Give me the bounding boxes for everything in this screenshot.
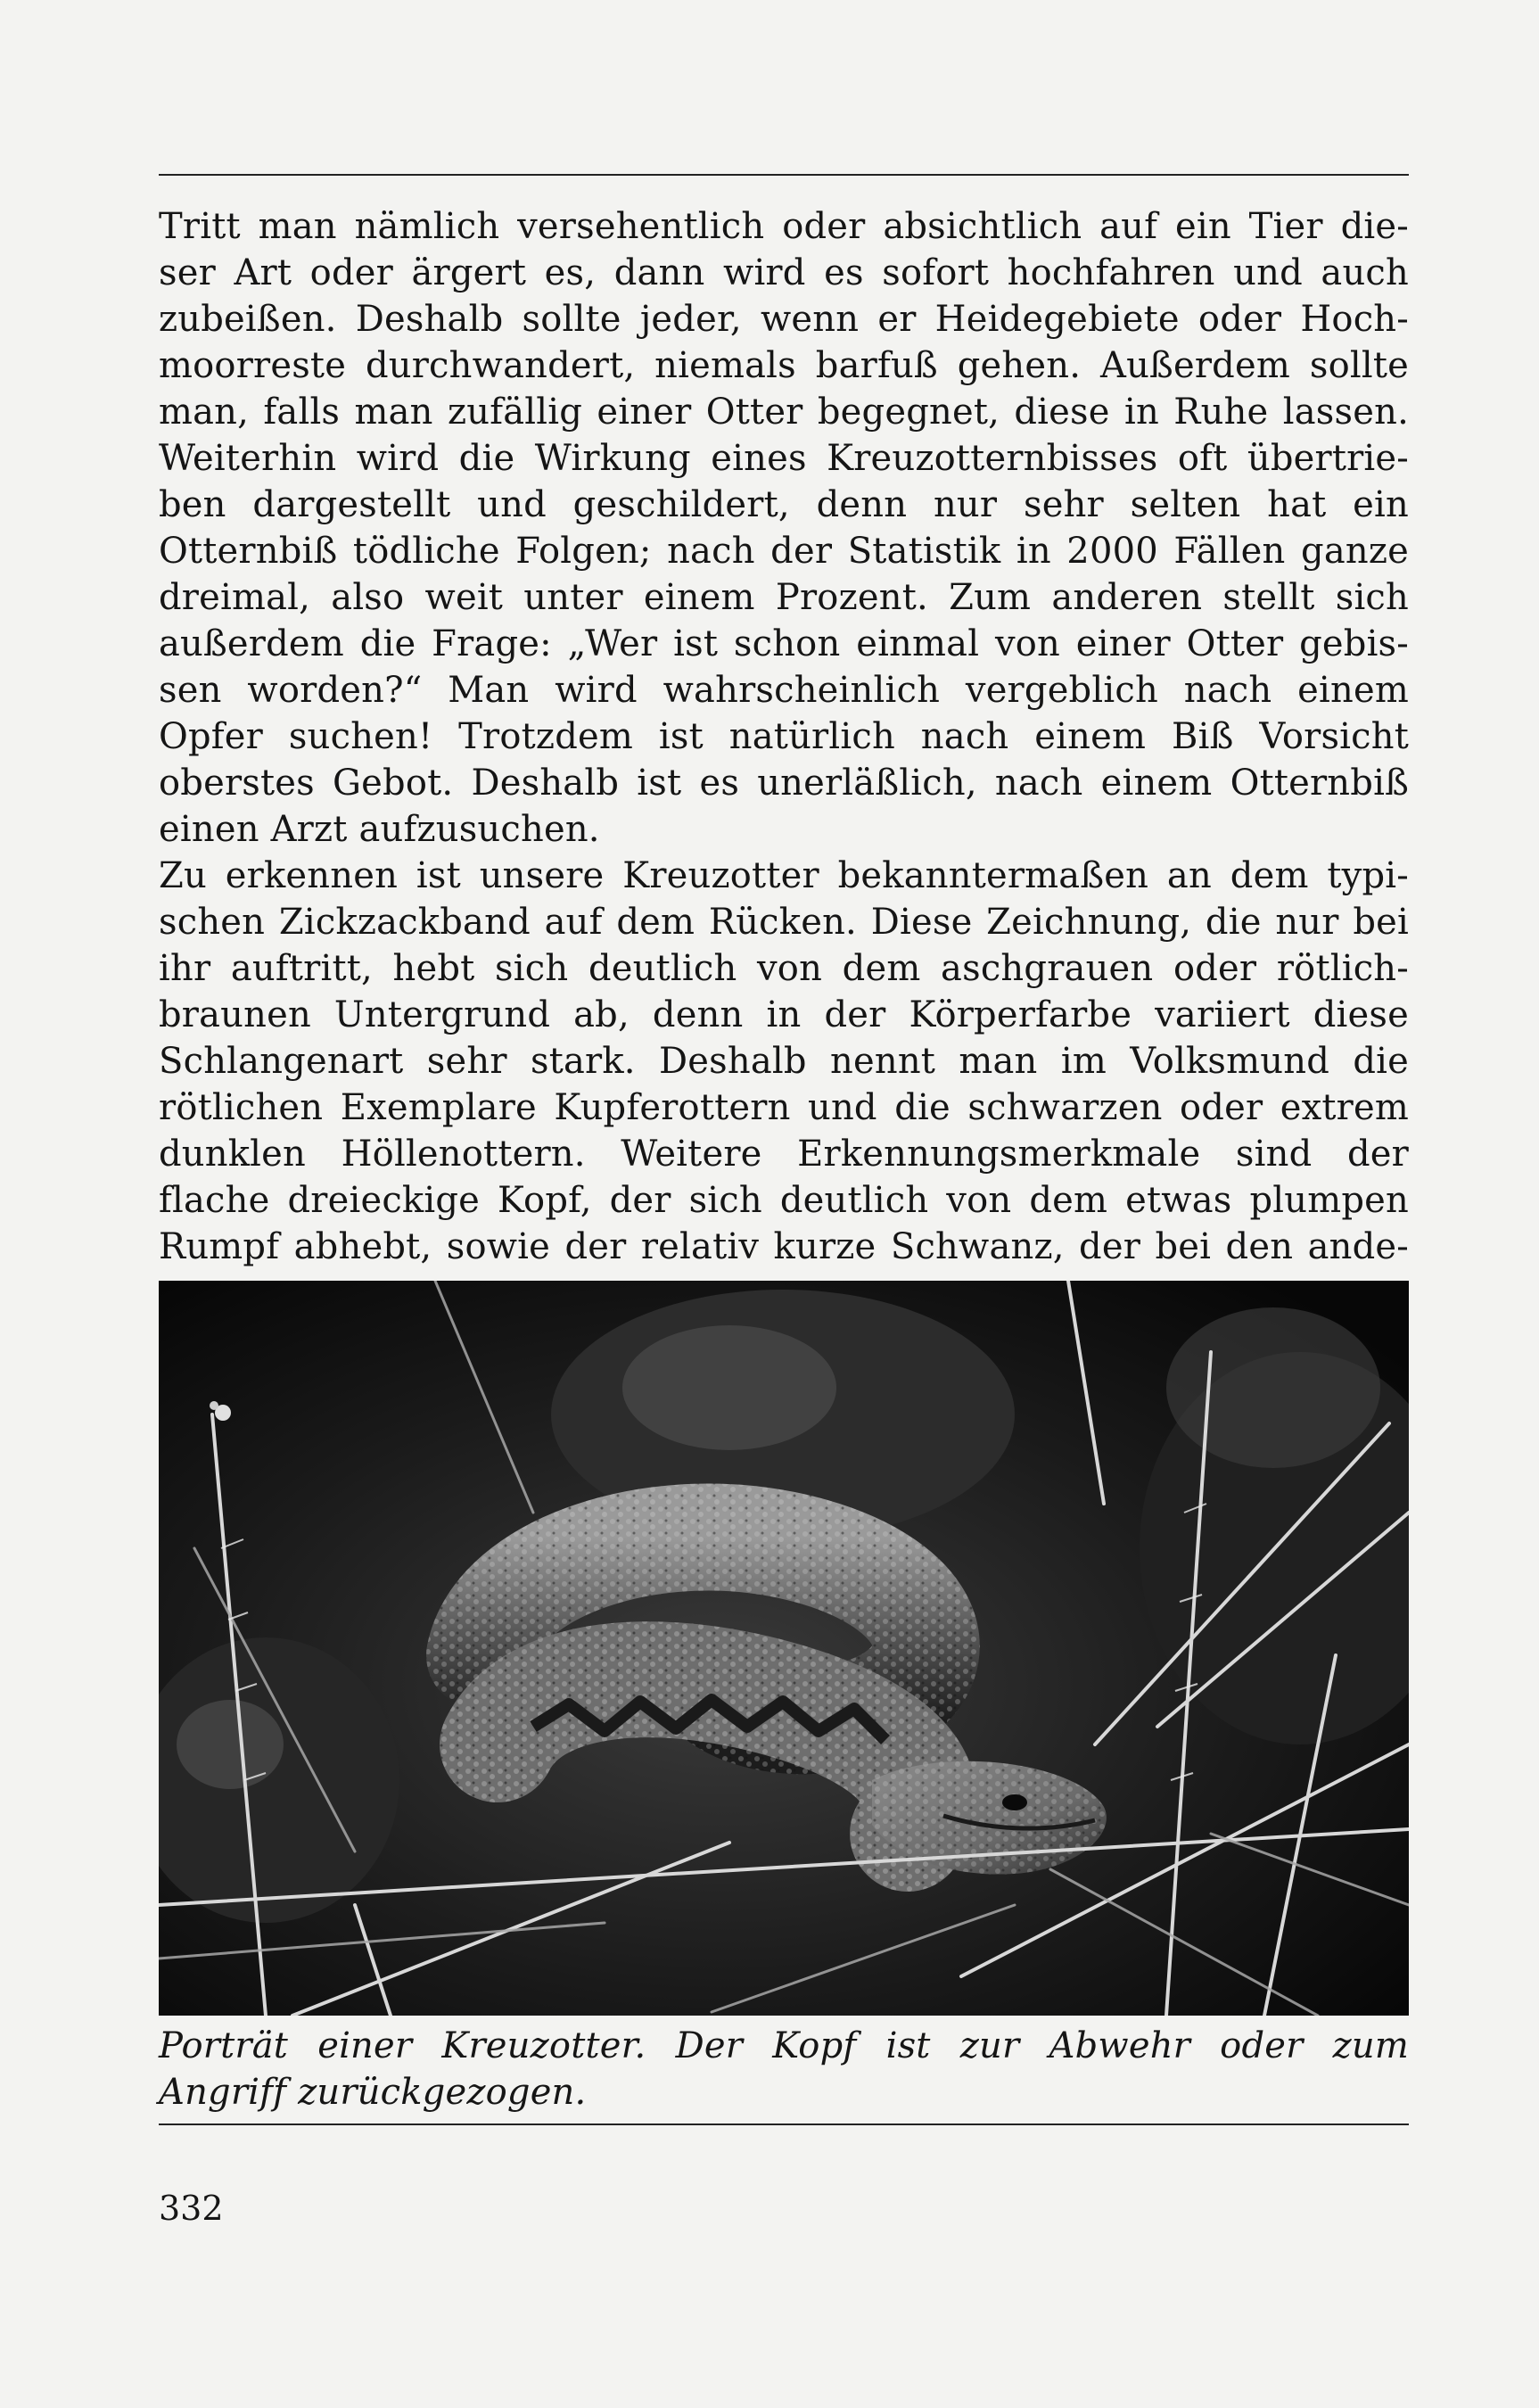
body-line: einen Arzt aufzusuchen. (159, 809, 600, 850)
body-line: dunklen Höllenottern. Weitere Erkennungsmerkmale sind der (159, 1134, 1409, 1175)
body-line: Schlangenart sehr stark. Deshalb nennt man im Volksmund die (159, 1041, 1409, 1082)
caption-line: Porträt einer Kreuzotter. Der Kopf ist zur Abwehr oder zum (159, 2025, 1409, 2066)
body-line: Otternbiß tödliche Folgen; nach der Statistik in 2000 Fällen ganze (159, 531, 1409, 572)
body-line: Zu erkennen ist unsere Kreuzotter bekanntermaßen an dem typi- (159, 855, 1409, 896)
body-line: ihr auftritt, hebt sich deutlich von dem aschgrauen oder rötlich- (159, 948, 1409, 989)
body-line: dreimal, also weit unter einem Prozent. Zum anderen stellt sich (159, 577, 1409, 618)
body-line: man, falls man zufällig einer Otter begegnet, diese in Ruhe lassen. (159, 392, 1409, 433)
body-line: oberstes Gebot. Deshalb ist es unerläßlich, nach einem Otternbiß (159, 763, 1409, 804)
body-line: ser Art oder ärgert es, dann wird es sofort hochfahren und auch (159, 252, 1409, 293)
body-line: Rumpf abhebt, sowie der relativ kurze Schwanz, der bei den ande- (159, 1226, 1409, 1267)
body-line: Opfer suchen! Trotzdem ist natürlich nach einem Biß Vorsicht (159, 716, 1409, 757)
body-line: ben dargestellt und geschildert, denn nur sehr selten hat ein (159, 484, 1409, 525)
body-line: flache dreieckige Kopf, der sich deutlich von dem etwas plumpen (159, 1180, 1409, 1221)
body-line: schen Zickzackband auf dem Rücken. Diese Zeichnung, die nur bei (159, 902, 1409, 943)
bottom-rule (159, 2123, 1409, 2125)
caption-line: Angriff zurückgezogen. (159, 2072, 587, 2113)
body-line: sen worden?“ Man wird wahrscheinlich vergeblich nach einem (159, 670, 1409, 711)
body-line: zubeißen. Deshalb sollte jeder, wenn er Heidegebiete oder Hoch- (159, 299, 1409, 340)
body-line: außerdem die Frage: „Wer ist schon einmal von einer Otter gebis- (159, 623, 1409, 664)
page-number: 332 (159, 2189, 224, 2228)
body-line: moorreste durchwandert, niemals barfuß gehen. Außerdem sollte (159, 345, 1409, 386)
snake-photo (159, 1281, 1409, 2016)
photo-caption (159, 2023, 1409, 2115)
body-text (159, 203, 1409, 1270)
body-line: rötlichen Exemplare Kupferottern und die schwarzen oder extrem (159, 1087, 1409, 1128)
top-rule (159, 174, 1409, 176)
body-line: braunen Untergrund ab, denn in der Körperfarbe variiert diese (159, 994, 1409, 1035)
body-line: Tritt man nämlich versehentlich oder absichtlich auf ein Tier die- (159, 206, 1409, 247)
body-line: Weiterhin wird die Wirkung eines Kreuzotternbisses oft übertrie- (159, 438, 1409, 479)
